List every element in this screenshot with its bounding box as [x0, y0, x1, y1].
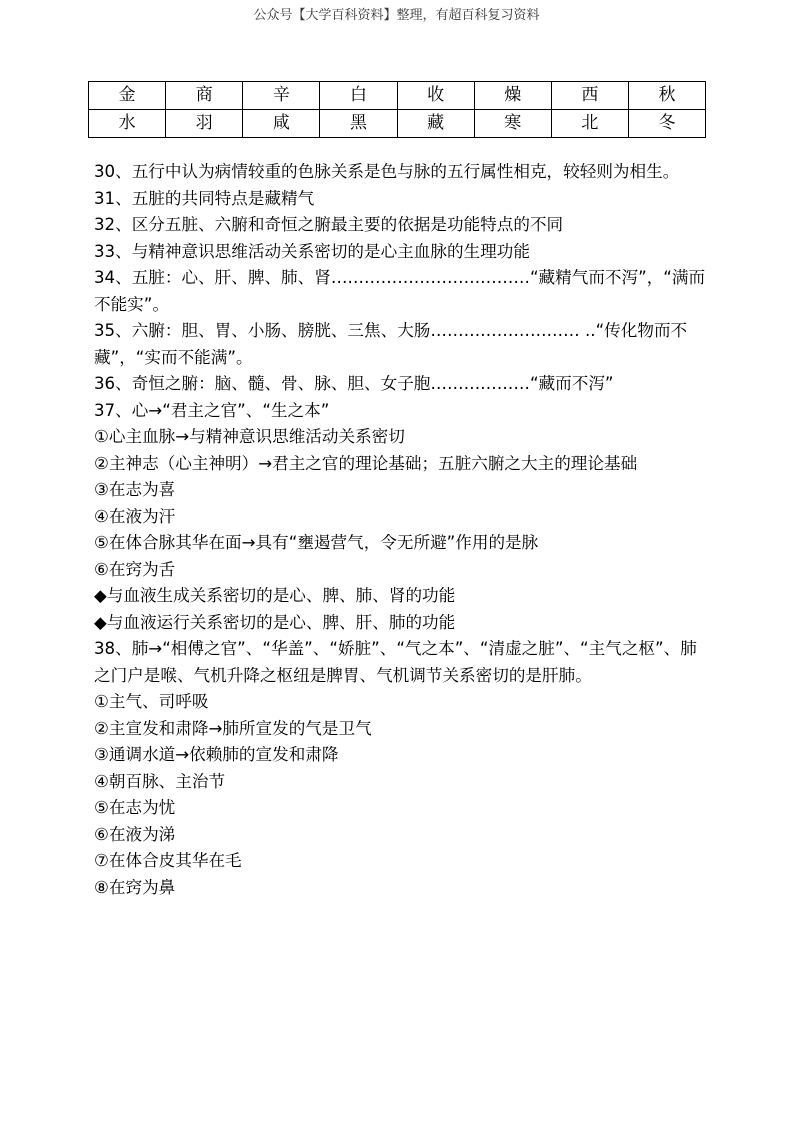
table-cell: 西	[551, 82, 628, 110]
table-cell: 寒	[474, 110, 551, 138]
note-line: ③通调水道→依赖肺的宣发和肃降	[94, 745, 339, 764]
note-line: ◆与血液生成关系密切的是心、脾、肺、肾的功能	[94, 586, 456, 605]
note-line: 31、五脏的共同特点是藏精气	[94, 188, 315, 208]
note-line: ①心主血脉→与精神意识思维活动关系密切	[94, 427, 405, 446]
table-cell: 收	[397, 82, 474, 110]
note-line: ⑤在志为忧	[94, 798, 176, 817]
note-line: ③在志为喜	[94, 480, 176, 499]
note-line: 37、心→“君主之官”、“生之本”	[94, 400, 330, 420]
note-line: ⑧在窍为鼻	[94, 877, 176, 897]
note-line: 33、与精神意识思维活动关系密切的是心主血脉的生理功能	[94, 241, 530, 261]
note-line: ◆与血液运行关系密切的是心、脾、肝、肺的功能	[94, 612, 456, 632]
table-cell: 秋	[628, 82, 705, 110]
note-line: 35、六腑：胆、胃、小肠、膀胱、三焦、大肠……………………… ..“传化物而不藏”，“实而不能满”。	[94, 321, 688, 367]
note-line: ②主神志（心主神明）→君主之官的理论基础；五脏六腑之大主的理论基础	[94, 453, 638, 473]
table-row	[89, 110, 706, 138]
table-cell: 北	[551, 110, 628, 138]
table-cell: 金	[89, 82, 166, 110]
note-line: 36、奇恒之腑：脑、髓、骨、脉、胆、女子胞………………“藏而不泻”	[94, 374, 614, 393]
five-elements-table	[88, 81, 706, 138]
note-line: 32、区分五脏、六腑和奇恒之腑最主要的依据是功能特点的不同	[94, 215, 564, 234]
table-cell: 藏	[397, 110, 474, 138]
table-cell: 水	[89, 110, 166, 138]
note-line: ⑥在液为涕	[94, 824, 176, 844]
note-line: ④朝百脉、主治节	[94, 771, 226, 791]
note-line: ②主宣发和肃降→肺所宣发的气是卫气	[94, 718, 372, 738]
note-line: ⑦在体合皮其华在毛	[94, 851, 242, 870]
table-cell: 辛	[243, 82, 320, 110]
table-cell: 白	[320, 82, 397, 110]
notes-body	[94, 159, 706, 901]
table-cell: 燥	[474, 82, 551, 110]
note-line: 34、五脏：心、肝、脾、肺、肾………………………………“藏精气而不泻”，“满而不能实”。	[94, 268, 706, 314]
table-cell: 冬	[628, 110, 705, 138]
table-cell: 黑	[320, 110, 397, 138]
table-row	[89, 82, 706, 110]
note-line: ⑤在体合脉其华在面→具有“壅遏营气，令无所避”作用的是脉	[94, 533, 539, 552]
page-header: 公众号【大学百科资料】整理，有超百科复习资料	[253, 8, 540, 23]
note-line: ⑥在窍为舌	[94, 559, 176, 579]
note-line: 30、五行中认为病情较重的色脉关系是色与脉的五行属性相克，较轻则为相生。	[94, 162, 680, 181]
note-line: 38、肺→“相傅之官”、“华盖”、“娇脏”、“气之本”、“清虚之脏”、“主气之枢”、肺之门户是喉、气机升降之枢纽是脾胃、气机调节关系密切的是肝肺。	[94, 639, 697, 685]
note-line: ④在液为汗	[94, 506, 176, 526]
note-line: ①主气、司呼吸	[94, 692, 209, 711]
table-cell: 商	[166, 82, 243, 110]
table-cell: 咸	[243, 110, 320, 138]
table-cell: 羽	[166, 110, 243, 138]
